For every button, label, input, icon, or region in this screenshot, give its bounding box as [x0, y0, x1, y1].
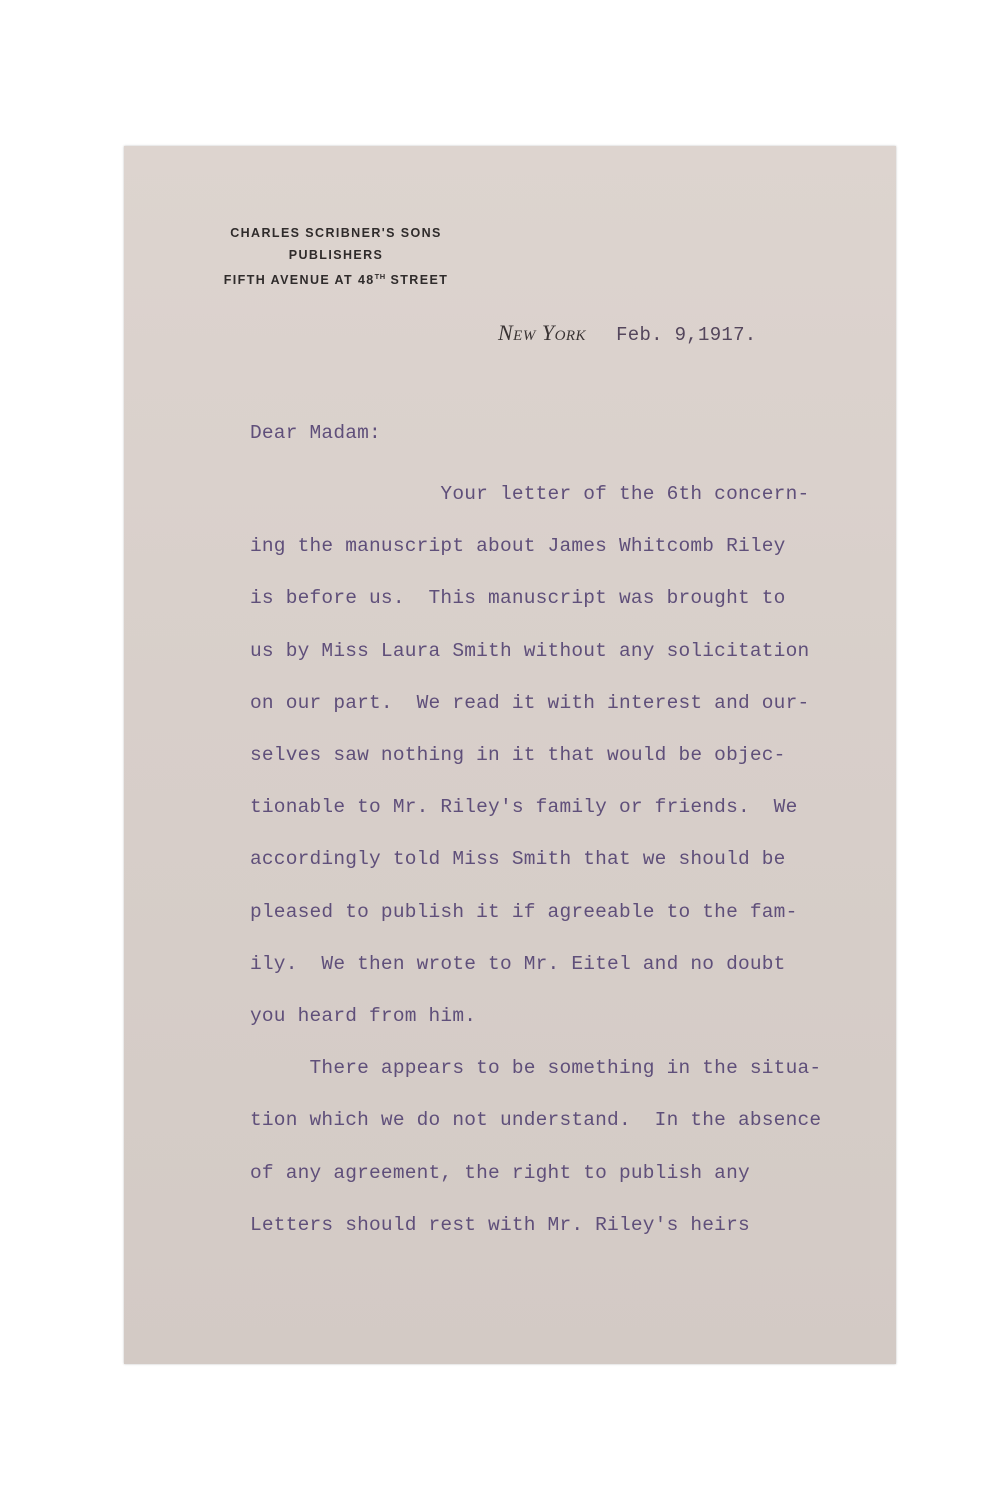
- letterhead-address-sup: TH: [374, 272, 386, 281]
- letterhead-publishers: PUBLISHERS: [288, 248, 384, 262]
- letterhead-company: CHARLES SCRIBNER'S SONS: [230, 226, 442, 240]
- body-line: There appears to be something in the situa-: [250, 1057, 822, 1080]
- body-line: Letters should rest with Mr. Riley's heirs: [250, 1213, 750, 1236]
- letterhead: [216, 222, 456, 291]
- body-line: us by Miss Laura Smith without any solicitation: [250, 639, 810, 662]
- body-line: pleased to publish it if agreeable to the fam-: [250, 900, 798, 923]
- letterhead-address: [216, 266, 456, 291]
- body-line: ily. We then wrote to Mr. Eitel and no doubt: [250, 952, 786, 975]
- salutation: Dear Madam:: [250, 422, 381, 444]
- body-line: tion which we do not understand. In the absence: [250, 1109, 822, 1132]
- letter-sheet: [124, 146, 896, 1364]
- letter-body: [250, 468, 890, 1251]
- body-line: selves saw nothing in it that would be objec-: [250, 744, 786, 767]
- body-line: you heard from him.: [250, 1005, 477, 1028]
- letterhead-address-suffix: STREET: [385, 273, 449, 288]
- place-date: [498, 320, 757, 346]
- body-line: accordingly told Miss Smith that we should be: [250, 848, 786, 871]
- body-line: is before us. This manuscript was brought to: [250, 587, 786, 610]
- letter-date: Feb. 9,1917.: [616, 324, 757, 346]
- body-line: tionable to Mr. Riley's family or friends. We: [250, 796, 798, 819]
- body-line: on our part. We read it with interest and our-: [250, 691, 810, 714]
- body-line: ing the manuscript about James Whitcomb Riley: [250, 535, 786, 558]
- body-line: Your letter of the 6th concern-: [250, 483, 810, 505]
- body-line: of any agreement, the right to publish any: [250, 1161, 750, 1184]
- city: New York: [498, 320, 587, 345]
- letterhead-address-prefix: FIFTH AVENUE AT 48: [223, 273, 375, 288]
